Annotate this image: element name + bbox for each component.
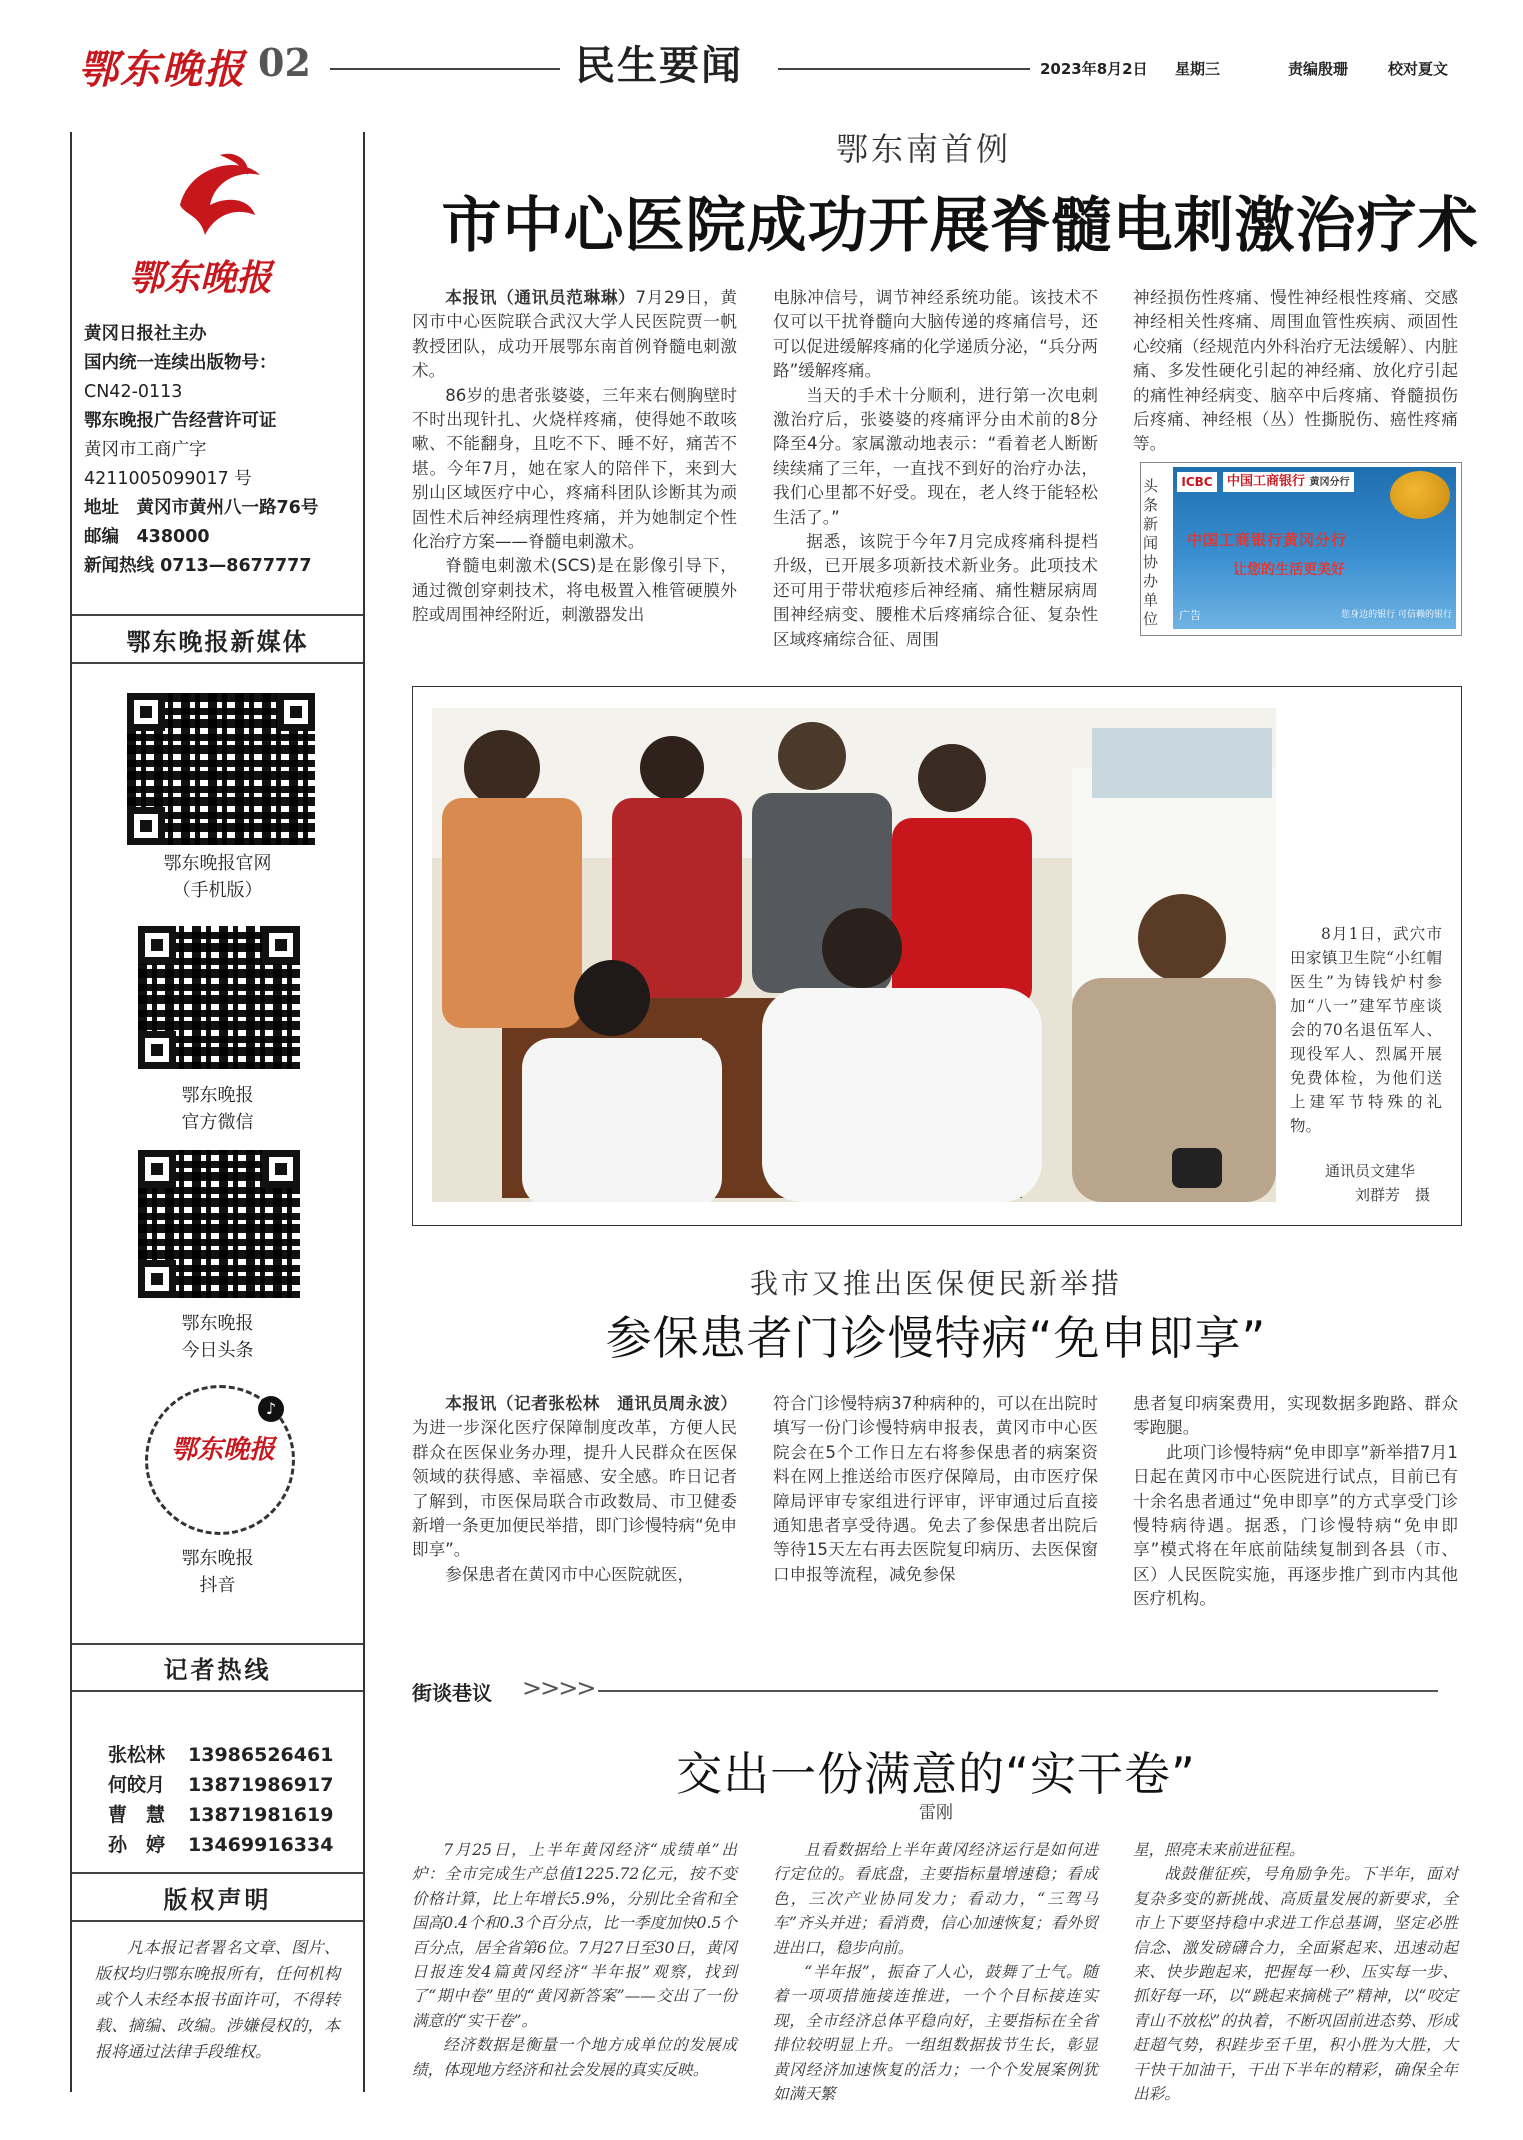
info-line: 黄冈日报社主办 (84, 324, 207, 344)
info-line: 地址 黄冈市黄州八一路76号 (84, 498, 319, 518)
bank-ad[interactable] (1140, 462, 1462, 636)
copyright-heading: 版权声明 (163, 1886, 272, 1914)
masthead-rule-left (330, 68, 560, 70)
article2-headline: 参保患者门诊慢特病“免申即享” (605, 1311, 1267, 1365)
info-line: 国内统一连续出版物号： (84, 353, 277, 373)
column-label-rule (598, 1690, 1438, 1692)
article1-col1: 本报讯（通讯员范琳琳）7月29日，黄冈市中心医院联合武汉大学人民医院贾一帆教授团队，成功开展鄂东南首例脊髓电刺激术。 86岁的患者张婆婆，三年来右侧胸壁时不时出现针扎、火烧样疼痛，使得她不敢咳嗽、不能翻身，且吃不下、睡不好，痛苦不堪。今年7月，她在家人的陪伴下，来到大别山区域医疗中心，疼痛科团队诊断其为顽固性术后神经病理性疼痛，并为她制定个性化治疗方案——脊髓电刺激术。 脊髓电刺激术(SCS)是在影像引导下，通过微创穿刺技术，将电极置入椎管硬膜外腔或周围神经附近，刺激器发出 (412, 288, 737, 625)
hotline-row: 张松林 13986526461 (108, 1744, 334, 1766)
info-line: CN42-0113 (84, 382, 183, 402)
hotline-heading-rule-top (72, 1643, 363, 1645)
media-heading-rule-bottom (72, 662, 363, 664)
article2-kicker: 我市又推出医保便民新举措 (749, 1267, 1122, 1300)
hotline-phone[interactable]: 13986526461 (188, 1744, 334, 1766)
media-heading-rule-top (72, 614, 363, 616)
copyright-heading-rule-top (72, 1872, 363, 1874)
article2-col3: 患者复印病案费用，实现数据多跑路、群众零跑腿。 此项门诊慢特病“免申即享”新举措7月1日起在黄冈市中心医院进行试点，目前已有十余名患者通过“免申即享”的方式享受门诊慢特病待遇。据悉，门诊慢特病“免申即享”模式将在年底前陆续复制到各县（市、区）人民医院实施，再逐步推广到市内其他医疗机构。 (1133, 1394, 1458, 1609)
hotline-row: 曹 慧 13871981619 (108, 1804, 334, 1826)
article1-headline: 市中心医院成功开展脊髓电刺激治疗术 (441, 191, 1479, 261)
info-line: 4211005099017 号 (84, 469, 252, 489)
hotline-phone[interactable]: 13871986917 (188, 1774, 334, 1796)
issue-weekday: 星期三 (1175, 60, 1221, 78)
column-label: 街谈巷议 (412, 1681, 492, 1705)
info-line: 新闻热线 0713—8677777 (84, 556, 312, 576)
ad-tag: 广告 (1179, 609, 1201, 622)
media-heading: 鄂东晚报新媒体 (126, 628, 309, 656)
article2-col1: 本报讯（记者张松林 通讯员周永波）为进一步深化医疗保障制度改革，方便人民群众在医保业务办理，提升人民群众在医保领域的获得感、幸福感、安全感。昨日记者了解到，市医保局联合市政数局、市卫健委新增一条更加便民举措，即门诊慢特病“免申即享”。 参保患者在黄冈市中心医院就医， (412, 1394, 737, 1584)
hotline-list (108, 1740, 333, 1860)
sidebar-divider (363, 132, 365, 2092)
paper-logo-icon (160, 145, 280, 255)
section-title: 民生要闻 (575, 43, 743, 89)
info-line: 黄冈市工商广字 (84, 440, 207, 460)
ad-banner (1173, 467, 1456, 629)
hotline-row: 何皎月 13871986917 (108, 1774, 334, 1796)
article1-col2: 电脉冲信号，调节神经系统功能。该技术不仅可以干扰脊髓向大脑传递的疼痛信号，还可以促进缓解疼痛的化学递质分泌，“兵分两路”缓解疼痛。 当天的手术十分顺利，进行第一次电刺激治疗后，张婆婆的疼痛评分由术前的8分降至4分。家属激动地表示：“看着老人断断续续痛了三年，一直找不到好的治疗办法，我们心里都不好受。现在，老人终于能轻松生活了。” 据悉，该院于今年7月完成疼痛科提档升级，已开展多项新技术新业务。此项技术还可用于带状疱疹后神经痛、痛性糖尿病周围神经病变、腰椎术后疼痛综合征、复杂性区域疼痛综合征、周围 (773, 288, 1098, 649)
article3-col2: 且看数据给上半年黄冈经济运行是如何进行定位的。看底盘，主要指标量增速稳；看成色，三次产业协同发力；看动力，“三驾马车”齐头并进；看消费，信心加速恢复；看外贸进出口，稳步向前。 “半年报”，振奋了人心，鼓舞了士气。随着一项项措施接连推进，一个个目标接连实现，全市经济总体平稳向好，主要指标在全省排位较明显上升。一组组数据拔节生长，彰显黄冈经济加速恢复的活力；一个个发展案例犹如满天繁 (773, 1841, 1098, 2104)
article3-col3: 星，照亮未来前进征程。 战鼓催征疾，号角励争先。下半年，面对复杂多变的新挑战、高质量发展的新要求，全市上下要坚持稳中求进工作总基调，坚定必胜信念、激发磅礴合力，全面紧起来、迅速动起来、快步跑起来，把握每一秒、压实每一步、抓好每一环，以“跳起来摘桃子”精神，以“咬定青山不放松”的执着，不断巩固前进态势、形成赶超气势，积跬步至千里，积小胜为大胜，大干快干加油干，干出下半年的精彩，确保全年出彩。 (1133, 1841, 1458, 2104)
ad-fruit-icon (1390, 471, 1450, 519)
article3-col1: 7月25日，上半年黄冈经济“成绩单”出炉：全市完成生产总值1225.72亿元，按不变价格计算，比上年增长5.9%，分别比全省和全国高0.4个和0.3个百分点，比一季度加快0.5个百分点，居全省第6位。7月27日至30日，黄冈日报连发4篇黄冈经济“半年报”观察，找到了“期中卷”里的“黄冈新答案”——交出了一份满意的“实干卷”。 经济数据是衡量一个地方成单位的发展成绩，体现地方经济和社会发展的真实反映。 (412, 1841, 737, 2079)
info-line: 鄂东晚报广告经营许可证 (84, 411, 277, 431)
article2-col2: 符合门诊慢特病37种病种的，可以在出院时填写一份门诊慢特病申报表，黄冈市中心医院会在5个工作日左右将参保患者的病案资料在网上推送给市医疗保障局，由市医疗保障局评审专家组进行评审，评审通过后直接通知患者享受待遇。免去了参保患者出院后等待15天左右再去医院复印病历、去医保窗口申报等流程，减免参保 (773, 1394, 1098, 1584)
toutiao-qr-code[interactable] (138, 1150, 300, 1298)
douyin-qr-label: 鄂东晚报 抖音 (181, 1548, 254, 1596)
hotline-phone[interactable]: 13871981619 (188, 1804, 334, 1826)
wechat-qr-label: 鄂东晚报 官方微信 (181, 1085, 254, 1133)
ad-side-label: 头条新闻协办单位 (1143, 477, 1159, 628)
ad-slogan-2: 让您的生活更美好 (1233, 562, 1345, 578)
editor-credit: 责编殷珊 (1288, 60, 1349, 78)
masthead-rule-right (778, 68, 1030, 70)
copyright-text: 凡本报记者署名文章、图片、版权均归鄂东晚报所有，任何机构或个人未经本报书面许可，不得转载、摘编、改编。涉嫌侵权的，本报将通过法律手段维权。 (95, 1938, 340, 2061)
ad-bank-name: 中国工商银行 黄冈分行 (1223, 472, 1354, 492)
ad-slogan-1: 中国工商银行黄冈分行 (1187, 531, 1348, 549)
photo-credit-2: 刘群芳 摄 (1355, 1186, 1431, 1204)
icbc-logo-icon: ICBC (1177, 472, 1217, 492)
douyin-icon: ♪ (258, 1396, 284, 1422)
website-qr-label: 鄂东晚报官网 （手机版） (163, 853, 272, 901)
douyin-qr-code[interactable] (145, 1385, 295, 1535)
photo-caption: 8月1日，武穴市田家镇卫生院“小红帽医生”为铸钱炉村参加“八一”建军节座谈会的70名退伍军人、现役军人、烈属开展免费体检，为他们送上建军节特殊的礼物。 (1290, 925, 1442, 1135)
news-photo[interactable] (432, 708, 1276, 1202)
article1-col3: 神经损伤性疼痛、慢性神经根性疼痛、交感神经相关性疼痛、周围血管性疾病、顽固性心绞痛（经规范内外科治疗无法缓解）、内脏痛、多发性硬化引起的神经痛、放化疗引起的痛性神经病变、脑卒中后疼痛、脊髓损伤后疼痛、神经根（丛）性撕脱伤、癌性疼痛等。 (1133, 288, 1458, 454)
proofreader-credit: 校对夏文 (1388, 60, 1449, 78)
info-line: 邮编 438000 (84, 527, 210, 547)
hotline-heading-rule-bottom (72, 1690, 363, 1692)
douyin-logo-text: 鄂东晚报 (170, 1435, 275, 1465)
toutiao-qr-label: 鄂东晚报 今日头条 (181, 1313, 254, 1361)
wechat-qr-code[interactable] (138, 926, 300, 1069)
masthead-paper-name: 鄂东晚报 (78, 46, 246, 93)
photo-credit-1: 通讯员文建华 (1325, 1162, 1416, 1180)
ad-footer: 您身边的银行 可信赖的银行 (1341, 610, 1452, 620)
column-arrows-icon: >>>> (522, 1674, 595, 1702)
copyright-heading-rule-bottom (72, 1920, 363, 1922)
article1-kicker: 鄂东南首例 (836, 130, 1012, 168)
sidebar-info (84, 320, 354, 581)
website-qr-code[interactable] (127, 693, 315, 845)
article3-author: 雷刚 (919, 1803, 953, 1823)
page-number: 02 (258, 40, 311, 85)
sidebar-logo-text: 鄂东晚报 (128, 257, 273, 299)
issue-date: 2023年8月2日 (1040, 60, 1148, 78)
hotline-row: 孙 婷 13469916334 (108, 1834, 334, 1856)
hotline-phone[interactable]: 13469916334 (188, 1834, 334, 1856)
article3-headline: 交出一份满意的“实干卷” (676, 1747, 1196, 1801)
hotline-heading: 记者热线 (163, 1656, 272, 1684)
